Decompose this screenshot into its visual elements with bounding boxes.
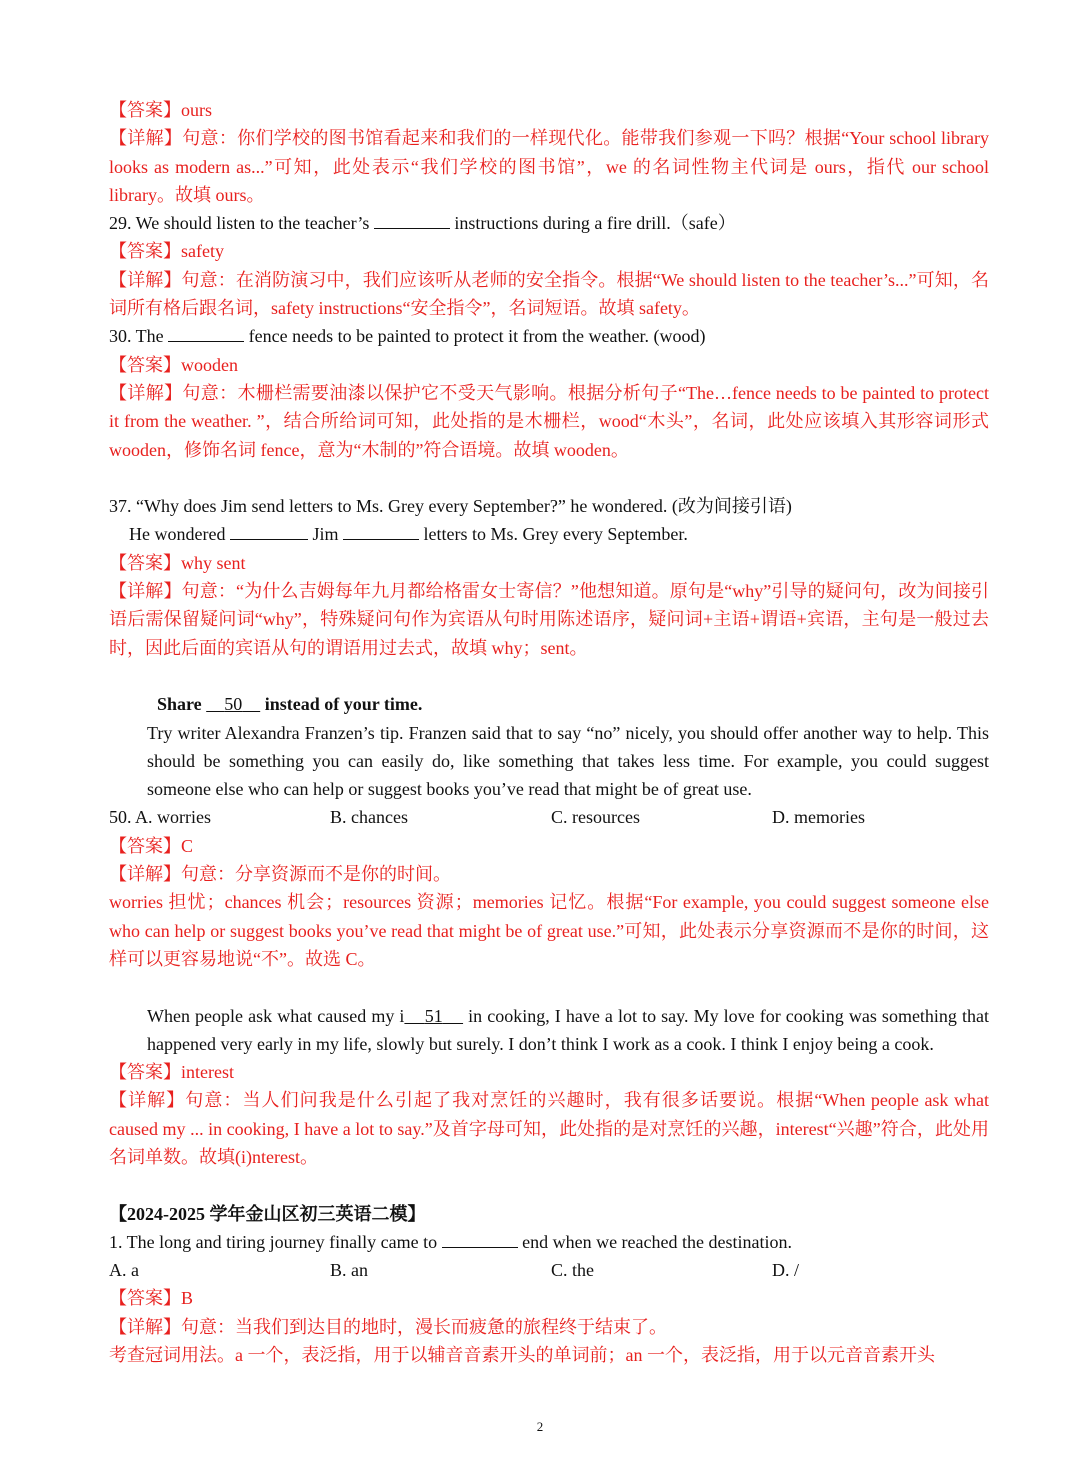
q30-detail: 【详解】句意：木栅栏需要油漆以保护它不受天气影响。根据分析句子“The…fence needs to be painted to protect it from the weather. ”，结合所给词可知，此处指的是木栅栏，wood“木头”，名词，此处应该填入其形容词形式 wooden，修饰名词 fence，意为“木制的”符合语境。故填 wooden。 <box>109 382 989 460</box>
q30-stem-before: 30. The <box>109 326 169 347</box>
page-number: 2 <box>536 1419 544 1434</box>
spacer <box>109 1171 989 1199</box>
q37-line2-a: He wondered <box>129 524 230 545</box>
q30-blank[interactable] <box>168 323 244 342</box>
s2-q1-options <box>109 1256 989 1284</box>
s2-q1-option-c[interactable]: C. the <box>551 1260 594 1281</box>
s2-q1-detail-2: 考查冠词用法。a 一个，表泛指，用于以辅音音素开头的单词前；an 一个，表泛指，用于以元音音素开头 <box>109 1345 935 1366</box>
q37-line2-c: letters to Ms. Grey every September. <box>418 524 688 545</box>
q37-line2 <box>109 520 989 548</box>
q29-stem-before: 29. We should listen to the teacher’s <box>109 213 374 234</box>
spacer <box>109 973 989 1001</box>
s2-q1-option-d[interactable]: D. / <box>772 1260 799 1281</box>
s2-q1-detail-1: 【详解】句意：当我们到达目的地时，漫长而疲惫的旅程终于结束了。 <box>109 1316 667 1337</box>
q50-detail-2: worries 担忧；chances 机会；resources 资源；memories 记忆。根据“For example, you could suggest someone else who can help or suggest books you’ve read that might be of great use.”可知，此处表示分享资源而不是你的时间，这样可以更容易地说“不”。故选 C。 <box>109 892 989 969</box>
q51-blank-num: 51 <box>424 1005 443 1026</box>
spacer <box>109 464 989 492</box>
q30-answer: 【答案】wooden <box>109 354 238 375</box>
document-page <box>109 96 989 1369</box>
s2-q1-option-a[interactable]: A. a <box>109 1260 139 1281</box>
s2-q1-answer: 【答案】B <box>109 1288 194 1309</box>
q37-answer: 【答案】why sent <box>109 552 246 573</box>
q37-stem: 37. “Why does Jim send letters to Ms. Grey every September?” he wondered. (改为间接引语) <box>109 496 792 517</box>
q50-heading-num-text: 50 <box>224 694 243 715</box>
q29-stem-after: instructions during a fire drill.（safe） <box>449 213 736 234</box>
q50-answer: 【答案】C <box>109 835 194 856</box>
q50-option-d[interactable]: D. memories <box>772 807 865 828</box>
s2-q1-stem-before: 1. The long and tiring journey finally came to <box>109 1231 442 1252</box>
q50-options <box>109 803 989 831</box>
q37-blank-1[interactable] <box>230 521 308 540</box>
q29-answer: 【答案】safety <box>109 241 224 262</box>
q37-line2-b: Jim <box>307 524 343 545</box>
q28-detail: 【详解】句意：你们学校的图书馆看起来和我们的一样现代化。能带我们参观一下吗？根据“Your school library looks as modern as...”可知，此处表示“我们学校的图书馆”，we 的名词性物主代词是 ours，指代 our school library。故填 ours。 <box>109 128 989 205</box>
s2-q1-option-b[interactable]: B. an <box>330 1260 368 1281</box>
q50-heading-a: Share <box>157 694 207 715</box>
q50-heading-b: instead of your time. <box>260 694 423 715</box>
q29-stem <box>109 209 989 237</box>
q51-passage <box>109 1002 989 1059</box>
q50-option-c[interactable]: C. resources <box>551 807 640 828</box>
q51-detail: 【详解】句意：当人们问我是什么引起了我对烹饪的兴趣时，我有很多话要说。根据“When people ask what caused my ... in cooking, I have a lot to say.”及首字母可知，此处指的是对烹饪的兴趣，interest“兴趣”符合，此处用名词单数。故填(i)nterest。 <box>109 1090 989 1167</box>
q30-stem-after: fence needs to be painted to protect it from the weather. (wood) <box>244 326 706 347</box>
s2-q1-stem <box>109 1228 989 1256</box>
s2-q1-blank[interactable] <box>442 1229 518 1248</box>
q50-heading-num <box>206 694 260 714</box>
s2-q1-stem-after: end when we reached the destination. <box>517 1231 792 1252</box>
section2-title: 【2024-2025 学年金山区初三英语二模】 <box>109 1203 426 1224</box>
q29-detail: 【详解】句意：在消防演习中，我们应该听从老师的安全指令。根据“We should listen to the teacher’s...”可知，名词所有格后跟名词，safety instructions“安全指令”，名词短语。故填 safety。 <box>109 269 989 319</box>
q28-answer: 【答案】ours <box>109 100 212 120</box>
q50-passage: Try writer Alexandra Franzen’s tip. Franzen said that to say “no” nicely, you should offer another way to help. This should be something you can easily do, like something that takes less time. For example, you could suggest someone else who can help or suggest books you’ve read that might be of great use. <box>147 722 989 800</box>
q51-passage-b: in cooking, I have a lot to say. My love for cooking was something that happened very early in my life, slowly but surely. I don’t think I work as a cook. I think I enjoy being a cook. <box>147 1005 990 1054</box>
q30-stem <box>109 322 989 350</box>
spacer <box>109 662 989 690</box>
q37-detail: 【详解】句意：“为什么吉姆每年九月都给格雷女士寄信？”他想知道。原句是“why”引导的疑问句，改为间接引语后需保留疑问词“why”，特殊疑问句作为宾语从句时用陈述语序，疑问词+主语+谓语+宾语，主句是一般过去时，因此后面的宾语从句的谓语用过去式，故填 why；sent。 <box>109 581 989 658</box>
q51-passage-a: When people ask what caused my i <box>147 1005 405 1026</box>
q37-blank-2[interactable] <box>343 521 419 540</box>
q50-option-a[interactable]: 50. A. worries <box>109 807 211 828</box>
q29-blank[interactable] <box>374 210 450 229</box>
q50-heading <box>109 690 989 718</box>
q51-blank[interactable] <box>404 1006 463 1026</box>
q50-option-b[interactable]: B. chances <box>330 807 408 828</box>
q51-answer: 【答案】interest <box>109 1062 234 1083</box>
q50-detail-1: 【详解】句意：分享资源而不是你的时间。 <box>109 864 451 885</box>
